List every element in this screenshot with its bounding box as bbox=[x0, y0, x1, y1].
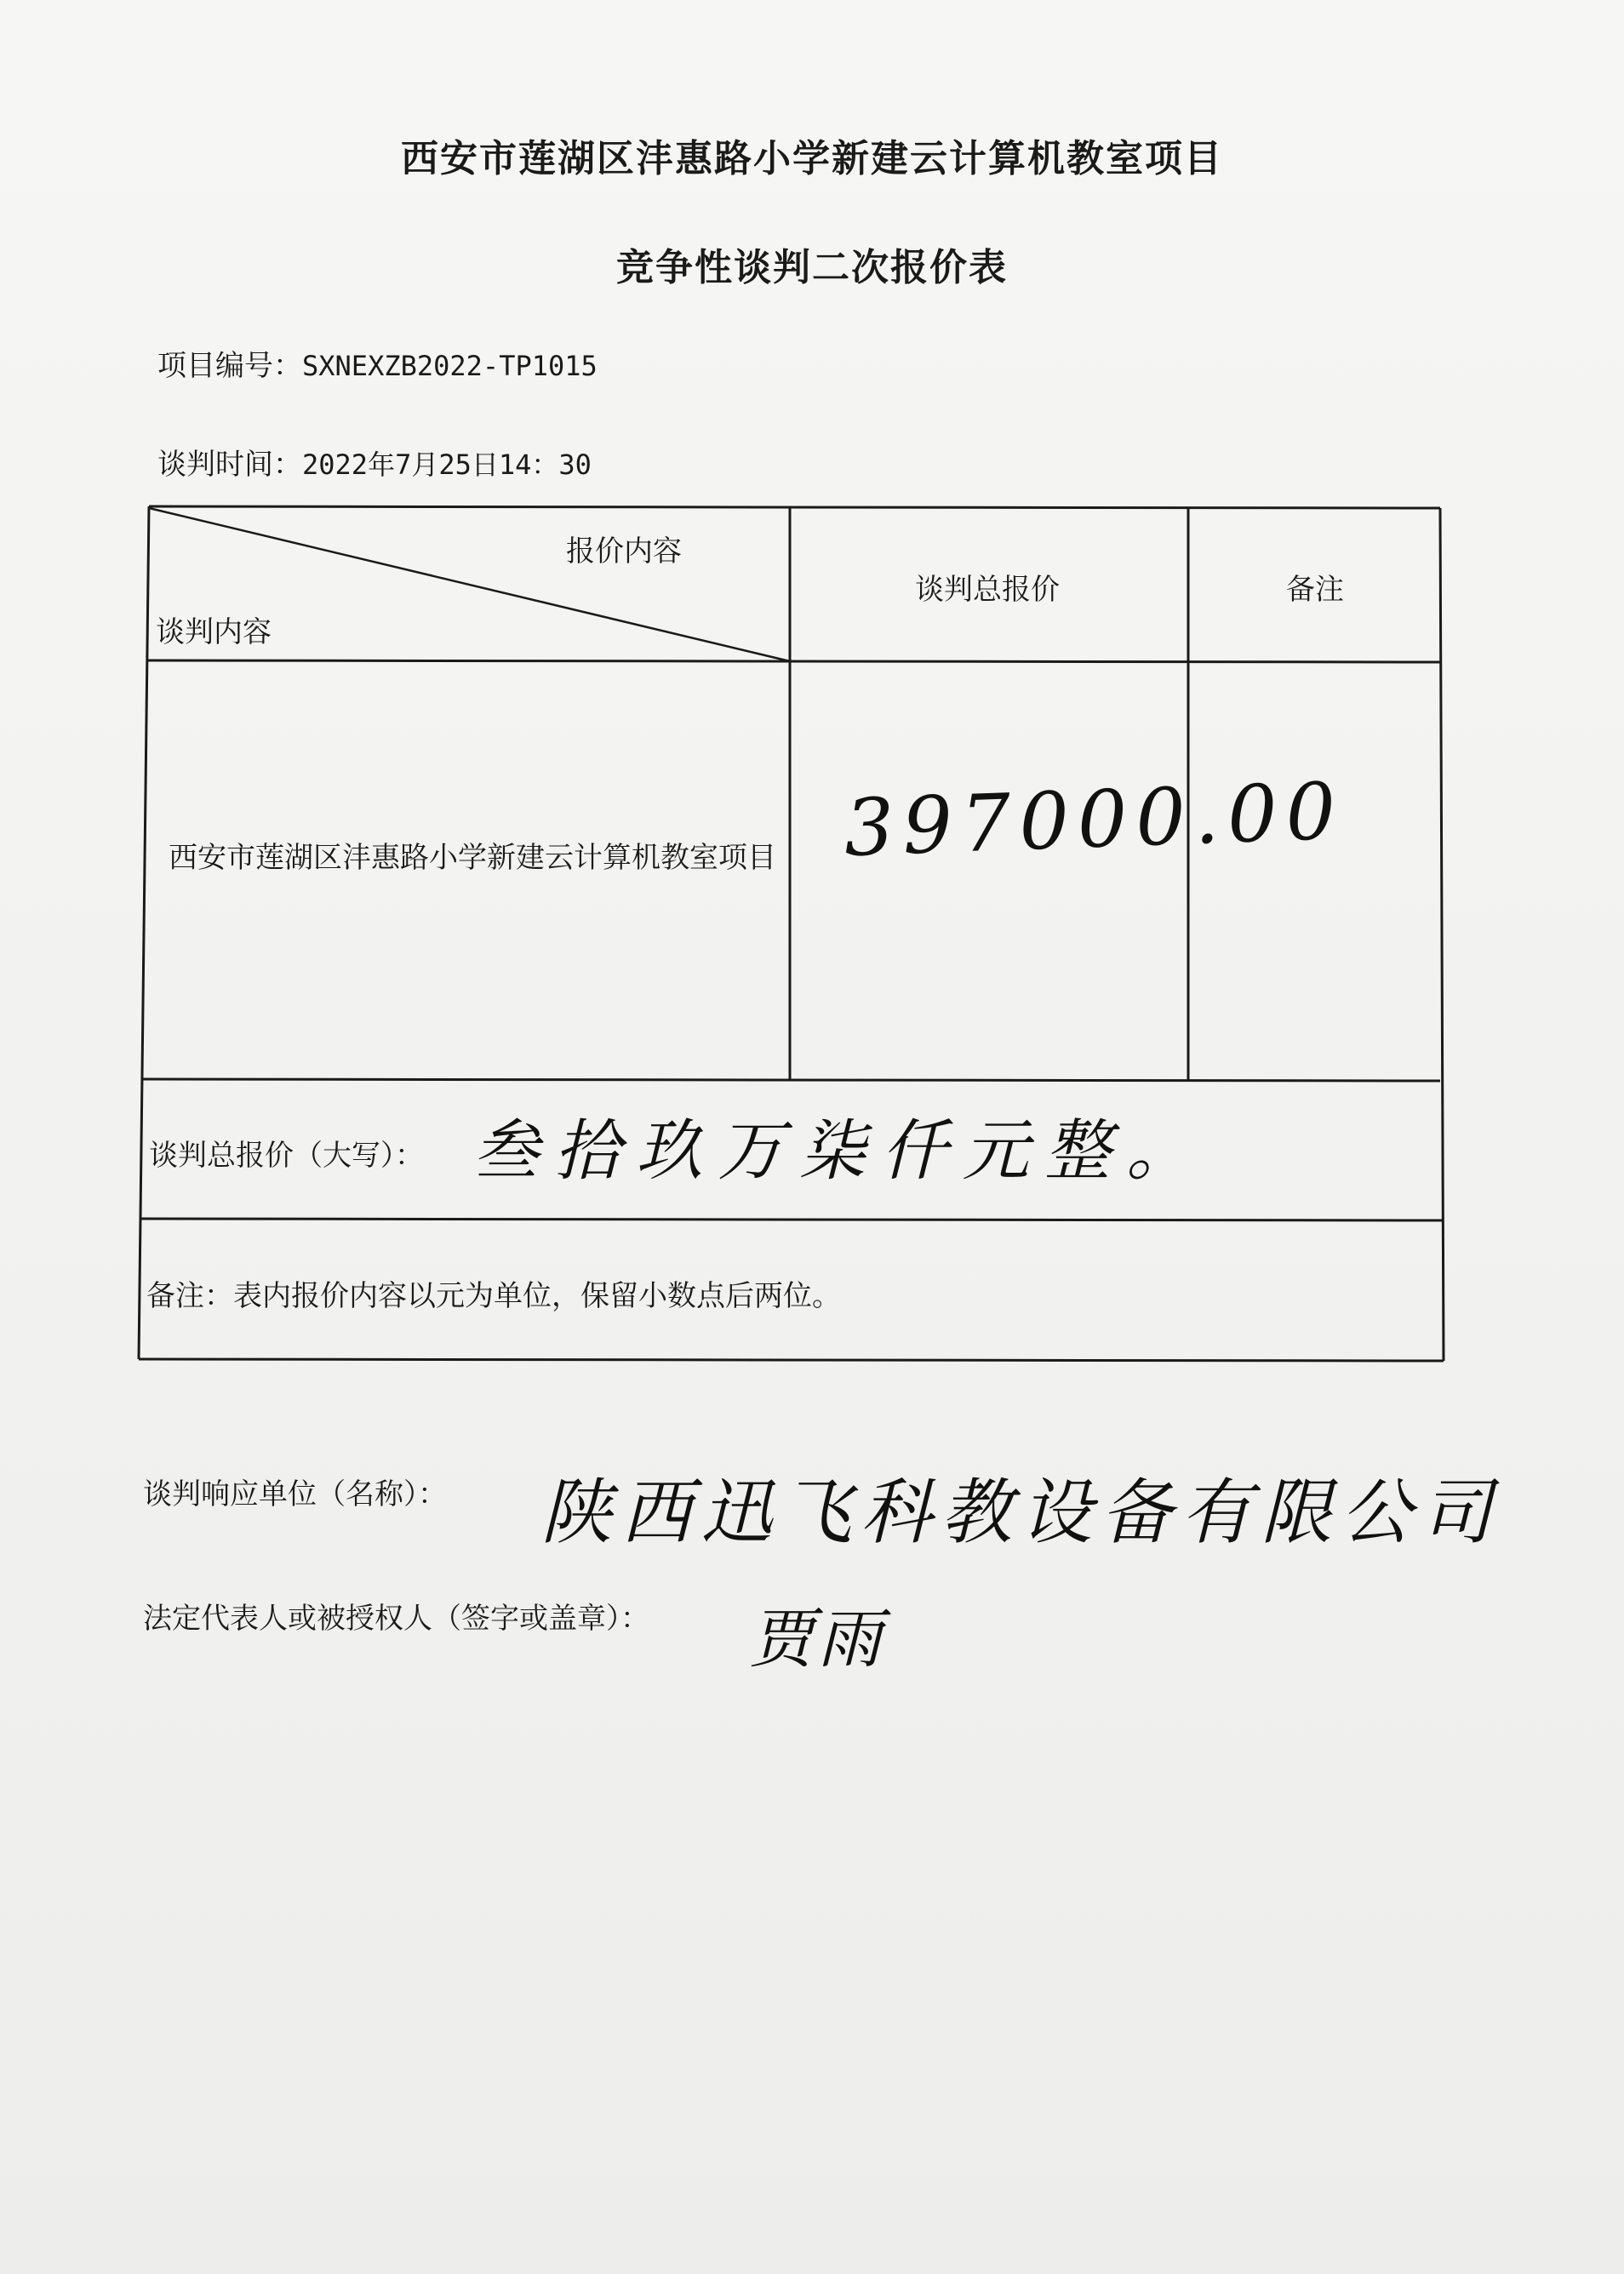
table-left-border bbox=[139, 506, 149, 1359]
respondent-unit-label: 谈判响应单位（名称）： bbox=[143, 1477, 447, 1511]
negotiation-time-label: 谈判时间： bbox=[157, 448, 302, 482]
project-number-value: SXNEXZB2022-TP1015 bbox=[302, 350, 598, 382]
negotiation-time-value: 2022年7月25日14：30 bbox=[302, 449, 592, 481]
representative-label: 法定代表人或被授权人（签字或盖章）： bbox=[143, 1602, 649, 1636]
table-note: 备注：表内报价内容以元为单位，保留小数点后两位。 bbox=[146, 1279, 841, 1313]
table-bottom-border bbox=[139, 1359, 1444, 1361]
document-subtitle: 竞争性谈判二次报价表 bbox=[616, 246, 1008, 289]
header-total-price: 谈判总报价 bbox=[915, 573, 1060, 607]
header-bottom-border bbox=[147, 660, 1440, 662]
header-negotiation-content: 谈判内容 bbox=[156, 615, 272, 649]
handwritten-total-price: 397000.00 bbox=[843, 765, 1346, 874]
handwritten-total-caps: 叁拾玖万柒仟元整。 bbox=[472, 1113, 1209, 1190]
project-name-cell: 西安市莲湖区沣惠路小学新建云计算机教室项目 bbox=[169, 841, 776, 875]
total-caps-label: 谈判总报价（大写）： bbox=[149, 1139, 424, 1173]
header-remark: 备注 bbox=[1286, 573, 1344, 607]
handwritten-signature: 贾雨 bbox=[749, 1601, 885, 1677]
table-right-border bbox=[1440, 508, 1444, 1361]
handwritten-company-name: 陕西迅飞科教设备有限公司 bbox=[540, 1471, 1501, 1554]
project-number-label: 项目编号： bbox=[157, 349, 302, 383]
header-quote-content: 报价内容 bbox=[566, 534, 682, 568]
body-bottom-border bbox=[143, 1079, 1440, 1081]
table-top-border bbox=[149, 506, 1440, 508]
caps-row-bottom-border bbox=[141, 1219, 1442, 1220]
document-title: 西安市莲湖区沣惠路小学新建云计算机教室项目 bbox=[401, 137, 1223, 180]
